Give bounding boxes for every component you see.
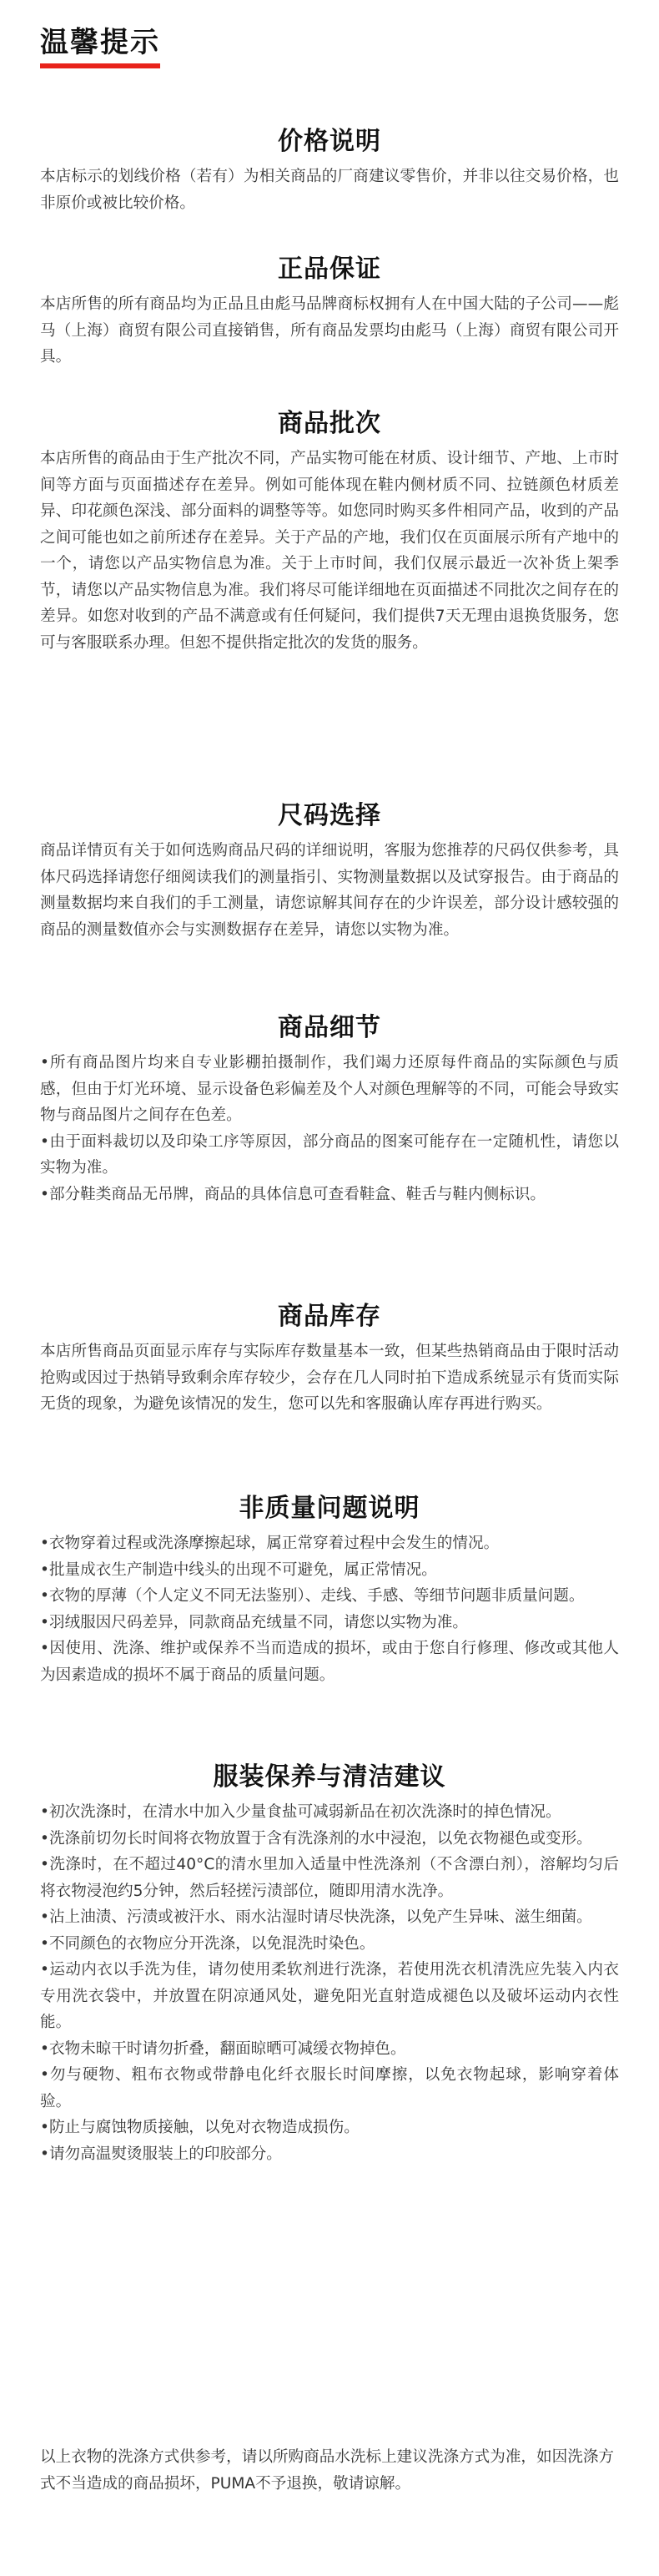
section-title: 商品库存 (278, 1302, 381, 1331)
bullet-item: •初次洗涤时，在清水中加入少量食盐可减弱新品在初次洗涤时的掉色情况。 (40, 1803, 561, 1821)
section-title: 商品批次 (278, 409, 381, 438)
bullet-item: •洗涤时，在不超过40°C的清水里加入适量中性洗涤剂（不含漂白剂），溶解均匀后将衣物浸泡约5分钟，然后轻搓污渍部位，随即用清水洗净。 (40, 1856, 619, 1900)
section-authentic (40, 253, 619, 371)
bullet-item: •衣物穿着过程或洗涤摩擦起球，属正常穿着过程中会发生的情况。 (40, 1535, 500, 1552)
section-batch (40, 407, 619, 656)
page-title: 温馨提示 (40, 26, 160, 59)
section-size (40, 799, 619, 943)
section-title: 非质量问题说明 (239, 1494, 420, 1523)
section-text: 本店标示的划线价格（若有）为相关商品的厂商建议零售价，并非以往交易价格，也非原价或被比较价格。 (40, 168, 619, 212)
section-title: 正品保证 (278, 255, 381, 284)
bullet-item: •由于面料裁切以及印染工序等原因，部分商品的图案可能存在一定随机性，请您以实物为准。 (40, 1132, 619, 1177)
bullet-item: •羽绒服因尺码差异，同款商品充绒量不同，请您以实物为准。 (40, 1613, 468, 1631)
section-stock (40, 1300, 619, 1418)
bullet-item: •衣物的厚薄（个人定义不同无法鉴别）、走线、手感、等细节问题非质量问题。 (40, 1587, 585, 1605)
section-title: 价格说明 (278, 127, 381, 156)
title-underline (40, 63, 160, 68)
bullet-item: •部分鞋类商品无吊牌，商品的具体信息可查看鞋盒、鞋舌与鞋内侧标识。 (40, 1185, 546, 1203)
section-non-quality (40, 1492, 619, 1688)
section-care (40, 1761, 619, 2167)
section-title: 服装保养与清洁建议 (213, 1762, 446, 1792)
bullet-item: •沾上油渍、污渍或被汗水、雨水沾湿时请尽快洗涤，以免产生异味、滋生细菌。 (40, 1908, 592, 1926)
section-text: 商品详情页有关于如何选购商品尺码的详细说明，客服为您推荐的尺码仅供参考，具体尺码选择请您仔细阅读我们的测量指引、实物测量数据以及试穿报告。由于商品的测量数据均来自我们的手工测量，请您谅解其间存在的少许误差，部分设计感较强的商品的测量数值亦会与实测数据存在差异，请您以实物为准。 (40, 842, 619, 939)
section-price (40, 125, 619, 216)
section-text (40, 1050, 619, 1207)
header (40, 22, 160, 68)
bullet-item: •请勿高温熨烫服装上的印胶部分。 (40, 2145, 282, 2163)
bullet-item: •洗涤前切勿长时间将衣物放置于含有洗涤剂的水中浸泡，以免衣物褪色或变形。 (40, 1829, 592, 1848)
section-text (40, 1799, 619, 2167)
bullet-item: •因使用、洗涤、维护或保养不当而造成的损坏，或由于您自行修理、修改或其他人为因素造成的损坏不属于商品的质量问题。 (40, 1640, 619, 1684)
bullet-item: •防止与腐蚀物质接触，以免对衣物造成损伤。 (40, 2119, 360, 2136)
bullet-item: •勿与硬物、粗布衣物或带静电化纤衣服长时间摩擦，以免衣物起球，影响穿着体验。 (40, 2066, 619, 2110)
washing-disclaimer: 以上衣物的洗涤方式供参考，请以所购商品水洗标上建议洗涤方式为准，如因洗涤方式不当造成的商品损坏，PUMA不予退换，敬请谅解。 (40, 2447, 614, 2493)
bullet-item: •不同颜色的衣物应分开洗涤，以免混洗时染色。 (40, 1934, 375, 1953)
bullet-item: •批量成衣生产制造中线头的出现不可避免，属正常情况。 (40, 1560, 437, 1579)
section-text (40, 1530, 619, 1688)
section-text: 本店所售的商品由于生产批次不同，产品实物可能在材质、设计细节、产地、上市时间等方面与页面描述存在差异。例如可能体现在鞋内侧材质不同、拉链颜色材质差异、印花颜色深浅、部分面料的调整等等。如您同时购买多件相同产品，收到的产品之间可能也如之前所述存在差异。关于产品的产地，我们仅在页面展示所有产地中的一个，请您以产品实物信息为准。关于上市时间，我们仅展示最近一次补货上架季节，请您以产品实物信息为准。我们将尽可能详细地在页面描述不同批次之间存在的差异。如您对收到的产品不满意或有任何疑问，我们提供7天无理由退换货服务，您可与客服联系办理。但恕不提供指定批次的发货的服务。 (40, 450, 619, 652)
bullet-item: •所有商品图片均来自专业影棚拍摄制作，我们竭力还原每件商品的实际颜色与质感，但由于灯光环境、显示设备色彩偏差及个人对颜色理解等的不同，可能会导致实物与商品图片之间存在色差。 (40, 1054, 619, 1124)
bullet-item: •衣物未晾干时请勿折叠，翻面晾晒可减缓衣物掉色。 (40, 2039, 406, 2058)
section-text: 本店所售商品页面显示库存与实际库存数量基本一致，但某些热销商品由于限时活动抢购或因过于热销导致剩余库存较少，会存在几人同时拍下造成系统显示有货而实际无货的现象，为避免该情况的发生，您可以先和客服确认库存再进行购买。 (40, 1343, 619, 1413)
bullet-item: •运动内衣以手洗为佳，请勿使用柔软剂进行洗涤，若使用洗衣机清洗应先装入内衣专用洗衣袋中，并放置在阴凉通风处，避免阳光直射造成褪色以及破坏运动内衣性能。 (40, 1961, 619, 2031)
section-text: 本店所售的所有商品均为正品且由彪马品牌商标权拥有人在中国大陆的子公司——彪马（上海）商贸有限公司直接销售，所有商品发票均由彪马（上海）商贸有限公司开具。 (40, 295, 619, 365)
section-detail (40, 1011, 619, 1207)
section-title: 尺码选择 (278, 801, 381, 830)
section-title: 商品细节 (278, 1013, 381, 1042)
